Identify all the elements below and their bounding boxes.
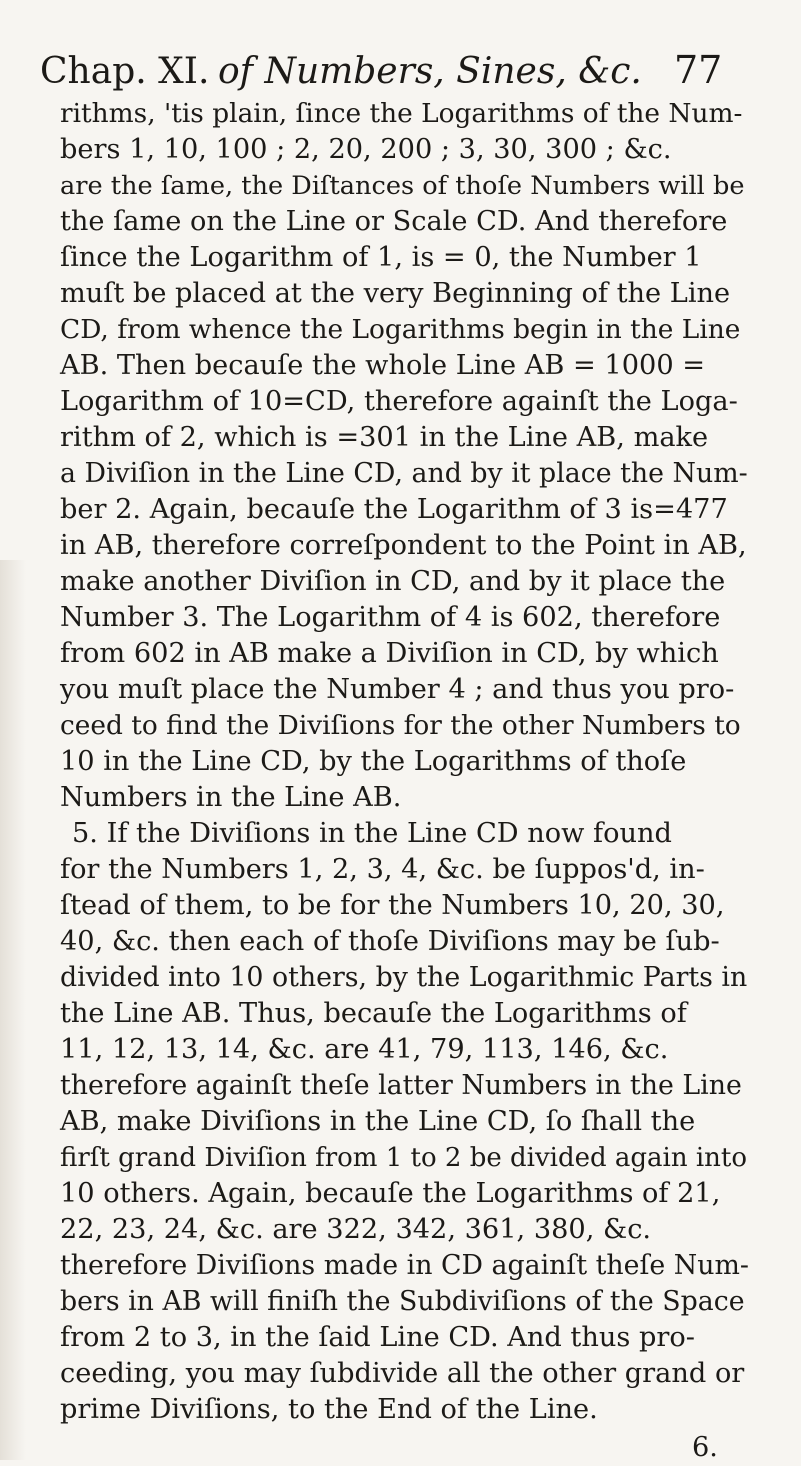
text-line-29: AB, make Diviſions in the Line CD, ſo ſhall the — [60, 1106, 696, 1137]
running-header — [40, 48, 723, 96]
text-line-32: 22, 23, 24, &c. are 322, 342, 361, 380, &c. — [60, 1214, 652, 1245]
text-line-22: for the Numbers 1, 2, 3, 4, &c. be ſuppos'd, in- — [60, 854, 705, 885]
text-line-34: bers in AB will finiſh the Subdiviſions of the Space — [60, 1286, 745, 1317]
text-line-37: prime Diviſions, to the End of the Line. — [60, 1394, 598, 1425]
text-line-3: are the ſame, the Diſtances of thoſe Numbers will be — [60, 171, 745, 201]
text-line-23: ſtead of them, to be for the Numbers 10, 20, 30, — [60, 890, 725, 921]
text-line-14: make another Diviſion in CD, and by it place the — [60, 566, 726, 597]
text-line-1: rithms, 'tis plain, ſince the Logarithms of the Num- — [60, 98, 743, 129]
chapter-subject: of Numbers, Sines, &c. — [218, 51, 642, 92]
text-line-11: a Diviſion in the Line CD, and by it place the Num- — [60, 458, 748, 489]
paragraph-5-first-line: 5. If the Diviſions in the Line CD now found — [72, 818, 672, 849]
text-line-35: from 2 to 3, in the ſaid Line CD. And thus pro- — [60, 1322, 695, 1353]
text-line-5: ſince the Logarithm of 1, is = 0, the Number 1 — [60, 242, 702, 273]
text-line-13: in AB, therefore correſpondent to the Point in AB, — [60, 530, 747, 561]
text-line-24: 40, &c. then each of thoſe Diviſions may be ſub- — [60, 926, 720, 957]
text-line-30: firſt grand Diviſion from 1 to 2 be divided again into — [60, 1143, 748, 1173]
text-line-20: Numbers in the Line AB. — [60, 782, 402, 813]
text-line-10: rithm of 2, which is =301 in the Line AB, make — [60, 422, 709, 453]
text-line-9: Logarithm of 10=CD, therefore againſt the Loga- — [60, 386, 738, 417]
text-line-2: bers 1, 10, 100 ; 2, 20, 200 ; 3, 30, 300 ; &c. — [60, 134, 672, 165]
text-line-25: divided into 10 others, by the Logarithmic Parts in — [60, 962, 748, 993]
page-gutter-shadow — [0, 560, 26, 1460]
text-line-33: therefore Diviſions made in CD againſt theſe Num- — [60, 1250, 749, 1281]
text-line-8: AB. Then becauſe the whole Line AB = 1000 = — [60, 350, 706, 381]
text-line-36: ceeding, you may ſubdivide all the other grand or — [60, 1358, 745, 1389]
text-line-17: you muſt place the Number 4 ; and thus you pro- — [60, 674, 735, 705]
text-line-16: from 602 in AB make a Diviſion in CD, by which — [60, 638, 719, 669]
text-line-12: ber 2. Again, becauſe the Logarithm of 3 is=477 — [60, 494, 728, 525]
text-line-15: Number 3. The Logarithm of 4 is 602, therefore — [60, 602, 721, 633]
catchword: 6. — [692, 1432, 718, 1463]
text-line-19: 10 in the Line CD, by the Logarithms of thoſe — [60, 746, 687, 777]
text-line-27: 11, 12, 13, 14, &c. are 41, 79, 113, 146, &c. — [60, 1034, 669, 1065]
text-line-31: 10 others. Again, becauſe the Logarithms of 21, — [60, 1178, 721, 1209]
text-line-26: the Line AB. Thus, becauſe the Logarithms of — [60, 998, 687, 1029]
text-line-28: therefore againſt theſe latter Numbers in the Line — [60, 1070, 742, 1101]
chapter-label: Chap. XI. — [40, 51, 210, 92]
text-line-18: ceed to find the Diviſions for the other Numbers to — [60, 710, 741, 741]
text-line-4: the ſame on the Line or Scale CD. And therefore — [60, 206, 728, 237]
text-line-7: CD, from whence the Logarithms begin in the Line — [60, 314, 741, 345]
page-number: 77 — [674, 48, 723, 92]
text-line-6: muſt be placed at the very Beginning of the Line — [60, 278, 731, 309]
